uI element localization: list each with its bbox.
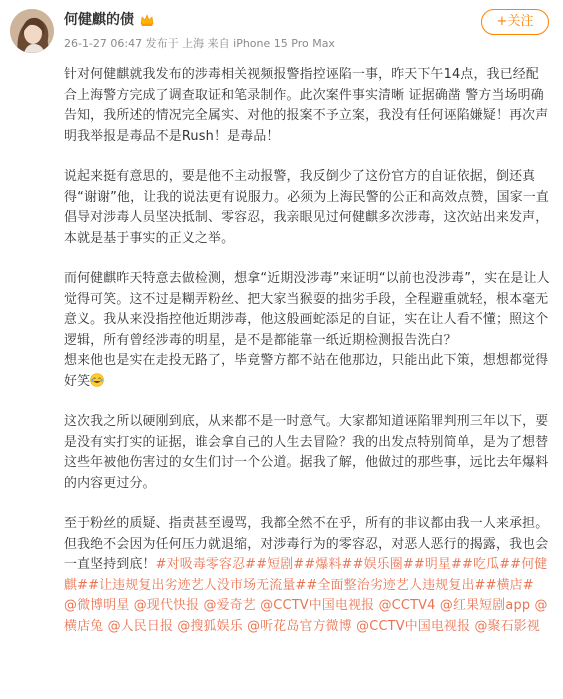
mention-link[interactable]: @微博明星 xyxy=(64,598,130,614)
username-row xyxy=(64,10,155,30)
laughing-tears-emoji-icon xyxy=(90,373,104,387)
username[interactable]: 何健麒的债 xyxy=(64,12,134,28)
hashtag-link[interactable]: #爆料# xyxy=(304,557,353,573)
mention-link[interactable]: @CCTV4 xyxy=(378,598,436,614)
post-content xyxy=(64,65,550,638)
hashtag-link[interactable]: #全面整治劣迹艺人违规复出# xyxy=(306,577,486,593)
mention-link[interactable]: @人民日报 xyxy=(107,619,174,635)
mention-link[interactable]: @搜狐娱乐 xyxy=(177,619,243,635)
post-location: 发布于 上海 xyxy=(145,37,205,50)
post-paragraph-5 xyxy=(64,514,550,638)
post-paragraph-2: 说起来挺有意思的，要是他不主动报警，我反倒少了这份官方的自证依据，倒还真得“谢谢”他，让我的说法更有说服力。必须为上海民警的公正和高效点赞，国家一直倡导对涉毒人员坚决抵制、零容忍，我亲眼见过何健麒多次涉毒，这次站出来发声，本就是基于事实的正义之举。 xyxy=(64,168,550,246)
hashtag-link[interactable]: #何健麒# xyxy=(64,557,548,593)
user-avatar[interactable] xyxy=(10,9,54,53)
post-paragraph-3-text: 而何健麒昨天特意去做检测，想拿“近期没涉毒”来证明“以前也没涉毒”，实在是让人觉得可笑。这不过是糊弄粉丝、把大家当猴耍的拙劣手段，全程避重就轻，根本毫无意义。我从来没指控他近期涉毒，他这般画蛇添足的自证，实在让人看不懂；照这个逻辑，所有曾经涉毒的明星，是不是都能靠一纸近期检测报告洗白？ xyxy=(64,270,550,348)
post-meta xyxy=(64,37,335,51)
mention-link[interactable]: @红果短剧app xyxy=(439,598,531,614)
post-paragraph-3 xyxy=(64,269,550,393)
hashtag-link[interactable]: #娱乐圈# xyxy=(352,557,414,573)
post-paragraph-5-text: 至于粉丝的质疑、指责甚至谩骂，我都全然不在乎，所有的非议都由我一人来承担。但我绝不会因为任何压力就退缩，对涉毒行为的零容忍，对恶人恶行的揭露，我也会一直坚持到底！ xyxy=(64,516,549,573)
hashtag-link[interactable]: #短剧# xyxy=(256,557,305,573)
post-paragraph-4: 这次我之所以硬刚到底，从来都不是一时意气。大家都知道诬陷罪判刑三年以下，要是没有实打实的证据，谁会拿自己的人生去冒险？我的出发点特别简单，是为了想替这些年被他伤害过的女生们讨一个公道。据我了解，他做过的那些事，远比去年爆料的内容更过分。 xyxy=(64,414,549,491)
hashtag-link[interactable]: #吃瓜# xyxy=(462,557,511,573)
mention-link[interactable]: @CCTV中国电视报 xyxy=(356,619,471,635)
mention-link[interactable]: @听花岛官方微博 xyxy=(247,619,352,635)
mention-link[interactable]: @聚石影视 xyxy=(474,619,540,635)
post-header xyxy=(0,0,563,60)
post-paragraph-1: 针对何健麒就我发布的涉毒相关视频报警指控诬陷一事，昨天下午14点，我已经配合上海警方完成了调查取证和笔录制作。此次案件事实清晰 证据确凿 警方当场明确告知，我所述的情况完全属实、对他的报案不予立案，我没有任何诬陷嫌疑！再次声明我举报是毒品不是Rush！是毒品！ xyxy=(64,67,549,144)
hashtag-link[interactable]: #横店# xyxy=(485,577,534,593)
hashtag-link[interactable]: #让违规复出劣迹艺人没市场无流量# xyxy=(88,577,307,593)
crown-badge-icon xyxy=(139,12,155,28)
avatar-image xyxy=(10,9,54,53)
follow-button[interactable]: +关注 xyxy=(481,9,549,35)
post-timestamp[interactable]: 26-1-27 06:47 xyxy=(64,37,143,50)
mention-link[interactable]: @CCTV中国电视报 xyxy=(260,598,375,614)
mention-link[interactable]: @爱奇艺 xyxy=(203,598,256,614)
post-device: 来自 iPhone 15 Pro Max xyxy=(207,37,335,50)
mention-link[interactable]: @现代快报 xyxy=(133,598,200,614)
hashtag-link[interactable]: #对吸毒零容忍# xyxy=(155,557,257,573)
mention-link[interactable]: @横店兔 xyxy=(64,598,548,635)
post-paragraph-3-tail: 想来他也是实在走投无路了，毕竟警方都不站在他那边，只能出此下策，想想都觉得好笑 xyxy=(64,353,549,389)
hashtag-link[interactable]: #明星# xyxy=(413,557,463,573)
